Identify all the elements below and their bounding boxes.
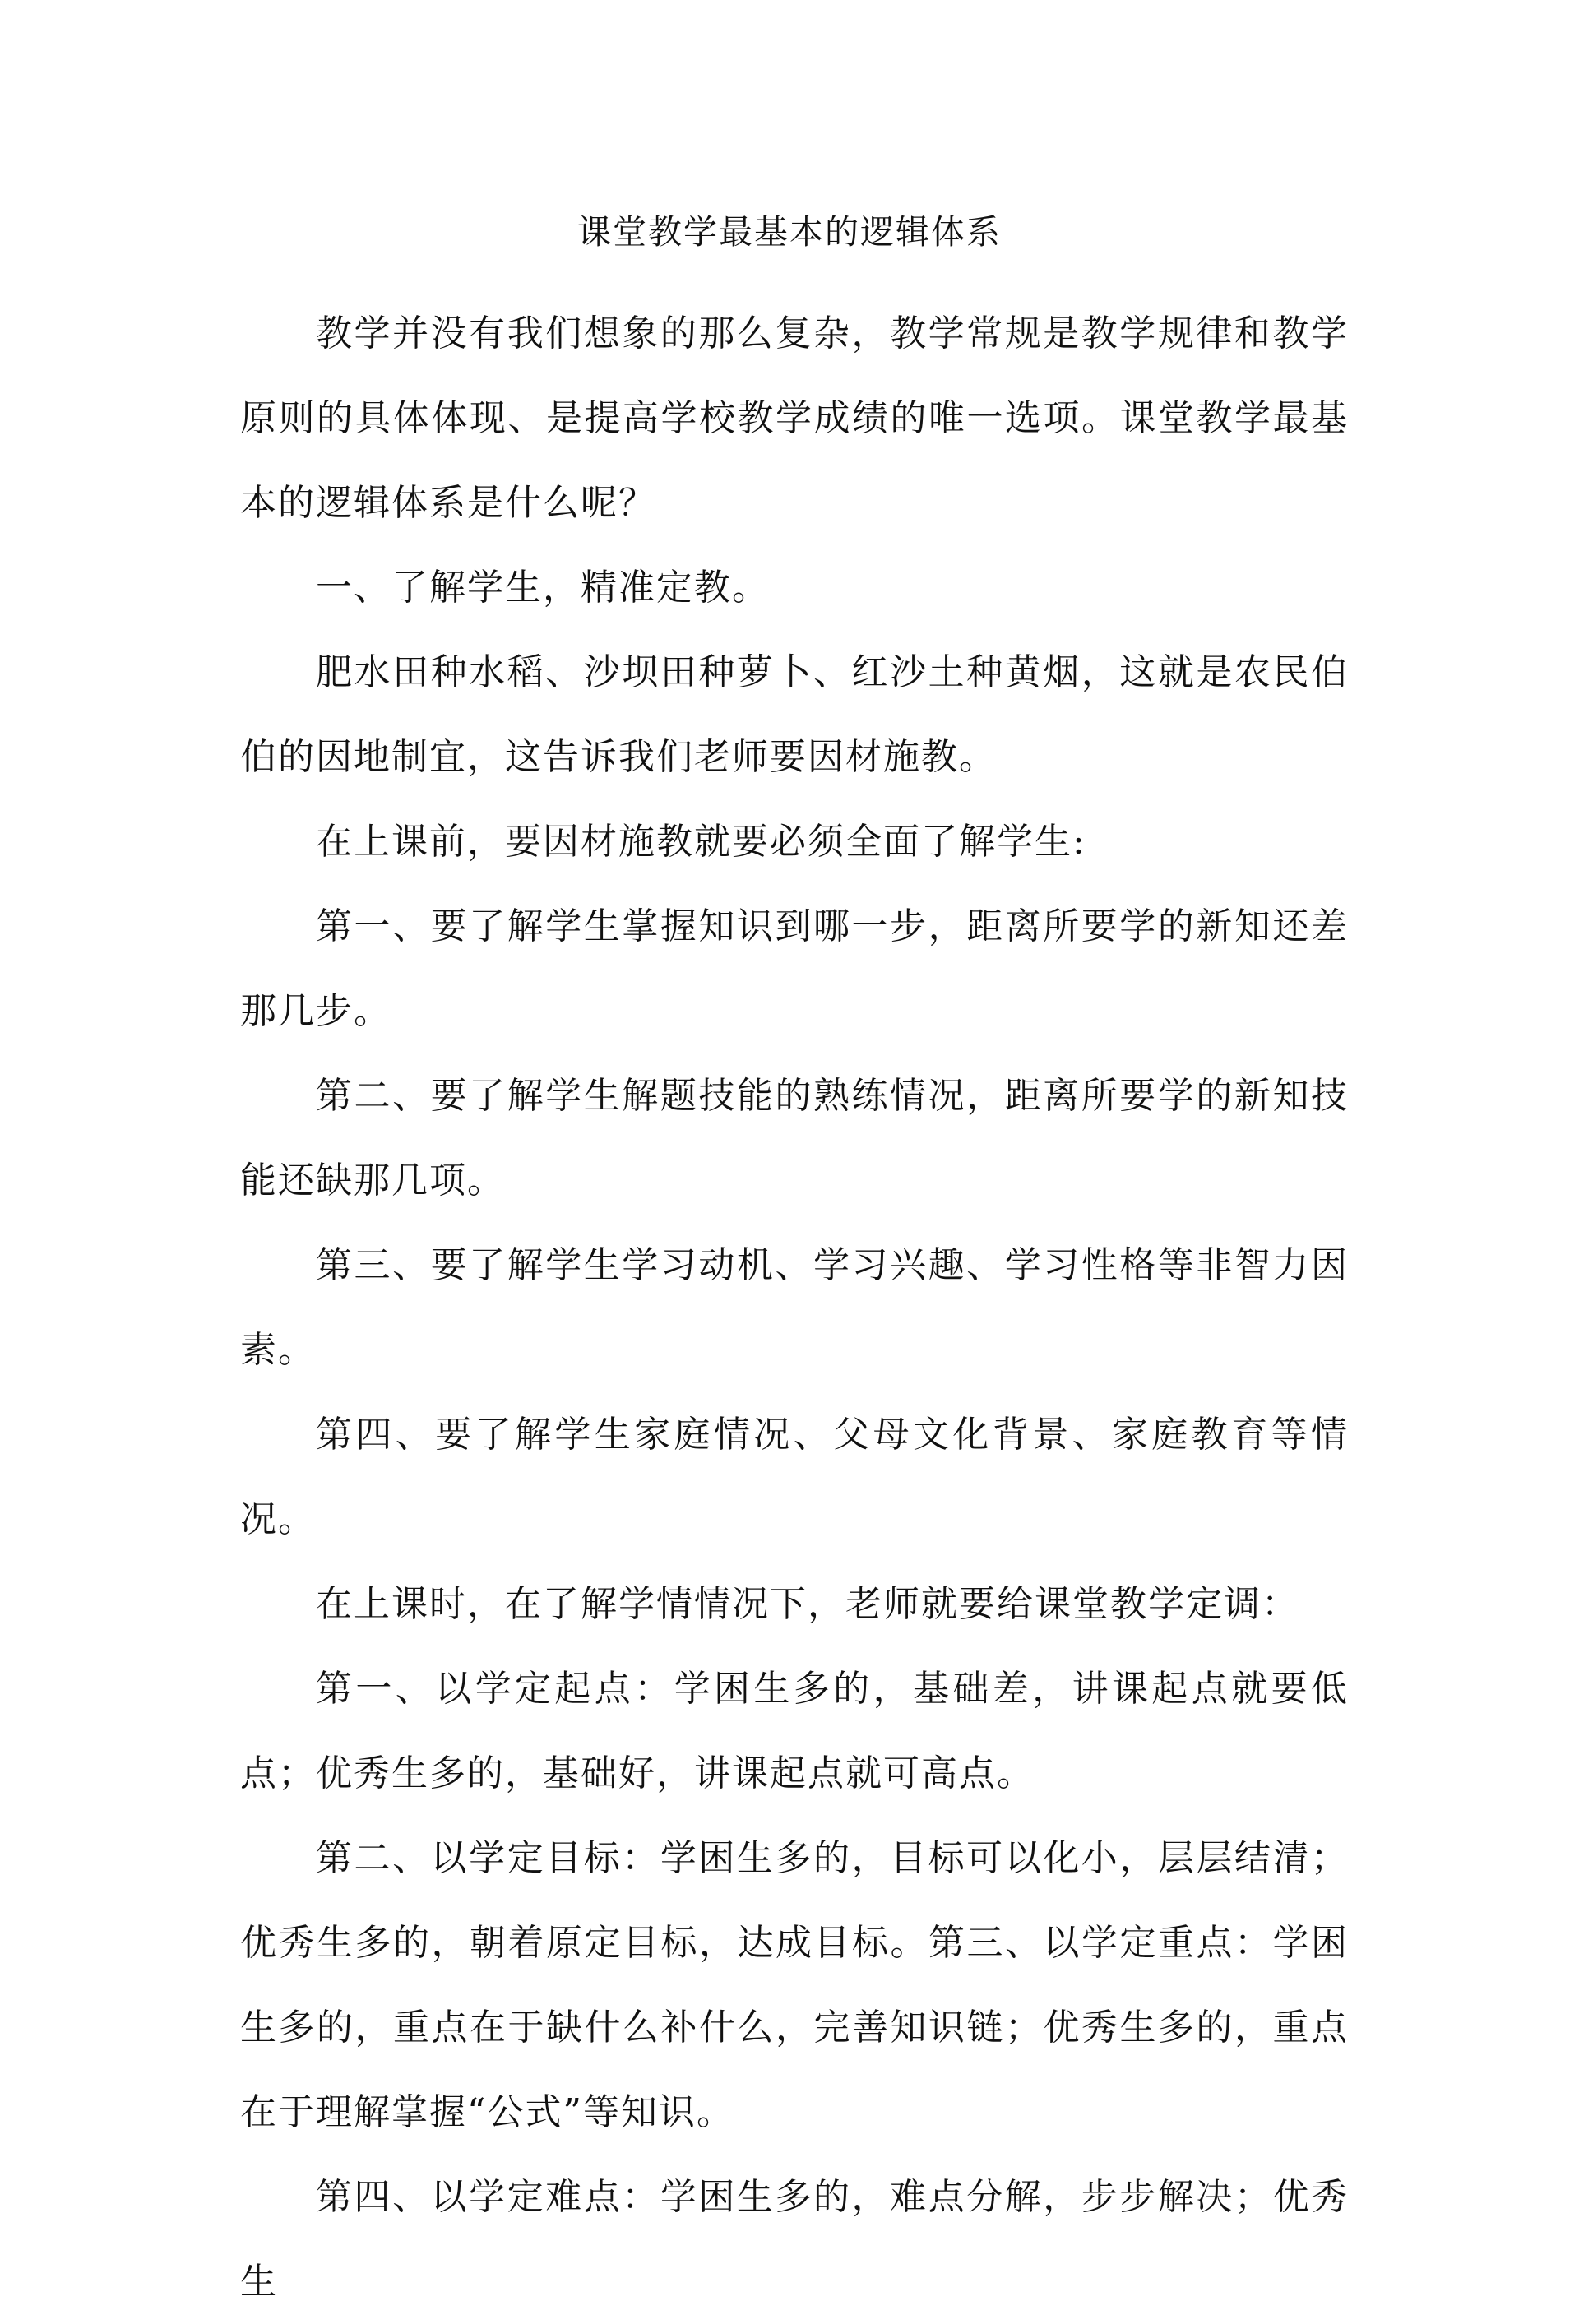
paragraph-analogy: 肥水田种水稻、沙坝田种萝卜、红沙土种黄烟，这就是农民伯伯的因地制宜，这告诉我们老师要因材施教。 bbox=[240, 651, 1349, 778]
paragraph-item-4: 第四、要了解学生家庭情况、父母文化背景、家庭教育等情况。 bbox=[240, 1414, 1349, 1540]
paragraph-during-class: 在上课时，在了解学情情况下，老师就要给课堂教学定调： bbox=[316, 1583, 1299, 1625]
document-body bbox=[240, 291, 1349, 2324]
paragraph-item-3: 第三、要了解学生学习动机、学习兴趣、学习性格等非智力因素。 bbox=[240, 1244, 1349, 1371]
paragraph-before-class: 在上课前，要因材施教就要必须全面了解学生: bbox=[316, 821, 1086, 863]
paragraph-item-1: 第一、要了解学生掌握知识到哪一步，距离所要学的新知还差那几步。 bbox=[240, 905, 1349, 1032]
paragraph-difficulty: 第四、以学定难点：学困生多的，难点分解，步步解决；优秀生 bbox=[240, 2176, 1349, 2303]
document-title: 课堂教学最基本的逻辑体系 bbox=[577, 212, 1002, 252]
paragraph-section-heading: 一、了解学生，精准定教。 bbox=[316, 567, 770, 609]
paragraph-intro: 教学并没有我们想象的那么复杂，教学常规是教学规律和教学原则的具体体现、是提高学校教学成绩的唯一选项。课堂教学最基本的逻辑体系是什么呢？ bbox=[240, 312, 1349, 524]
paragraph-goal-focus: 第二、以学定目标：学困生多的，目标可以化小，层层结清；优秀生多的，朝着原定目标，达成目标。第三、以学定重点：学困生多的，重点在于缺什么补什么，完善知识链；优秀生多的，重点在于理解掌握“公式”等知识。 bbox=[240, 1837, 1349, 2133]
paragraph-start-point: 第一、以学定起点：学困生多的，基础差，讲课起点就要低点；优秀生多的，基础好，讲课起点就可高点。 bbox=[240, 1668, 1349, 1794]
paragraph-item-2: 第二、要了解学生解题技能的熟练情况，距离所要学的新知技能还缺那几项。 bbox=[240, 1075, 1349, 1201]
